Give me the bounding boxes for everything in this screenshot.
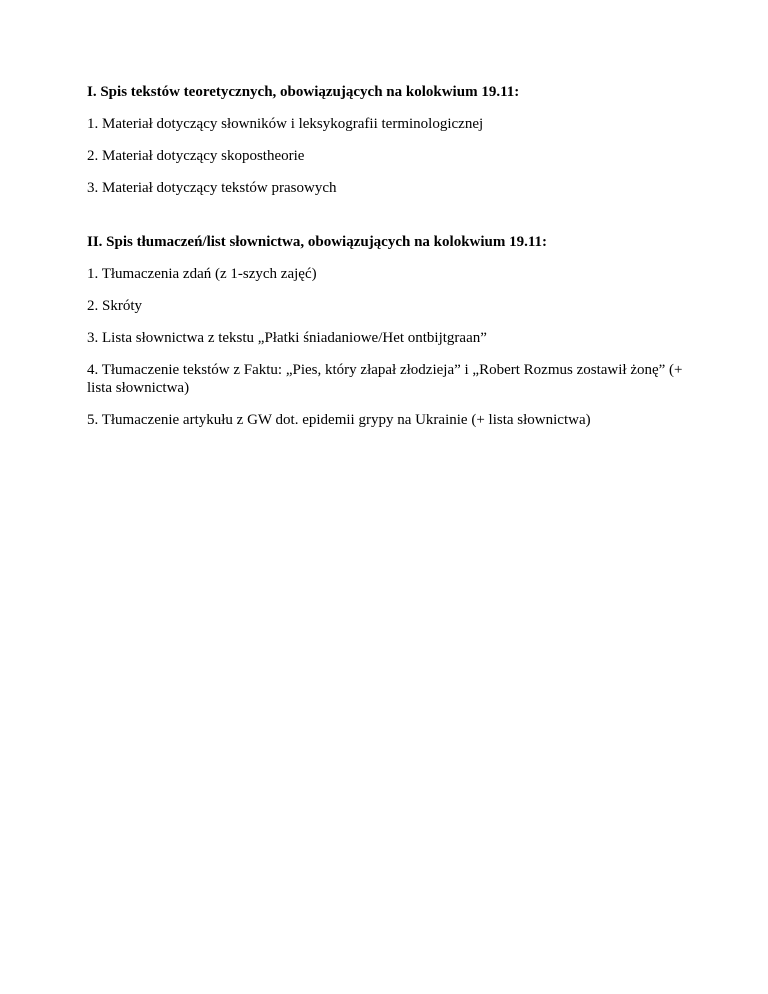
section-2-item-2: 2. Skróty [87, 298, 143, 314]
section-1-item-1: 1. Materiał dotyczący słowników i leksykografii terminologicznej [87, 116, 484, 132]
document-content [87, 83, 687, 443]
section-spacer [87, 211, 687, 233]
section-1-heading: I. Spis tekstów teoretycznych, obowiązujących na kolokwium 19.11: [87, 84, 520, 100]
section-1-item-2: 2. Materiał dotyczący skopostheorie [87, 148, 305, 164]
section-2-item-4: 4. Tłumaczenie tekstów z Faktu: „Pies, który złapał złodzieja” i „Robert Rozmus zostawił żonę” (+ lista słownictwa) [87, 362, 683, 396]
section-2-item-3: 3. Lista słownictwa z tekstu „Płatki śniadaniowe/Het ontbijtgraan” [87, 330, 487, 346]
section-2-heading: II. Spis tłumaczeń/list słownictwa, obowiązujących na kolokwium 19.11: [87, 234, 548, 250]
section-1-item-3: 3. Materiał dotyczący tekstów prasowych [87, 180, 337, 196]
section-2-item-1: 1. Tłumaczenia zdań (z 1-szych zajęć) [87, 266, 317, 282]
section-2-item-5: 5. Tłumaczenie artykułu z GW dot. epidemii grypy na Ukrainie (+ lista słownictwa) [87, 412, 591, 428]
